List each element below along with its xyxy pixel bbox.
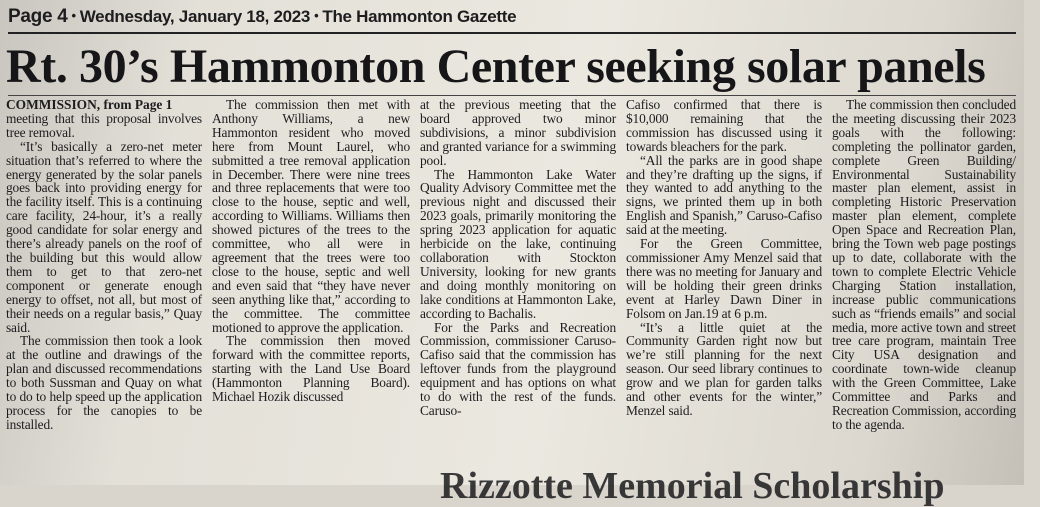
article-body: [6, 98, 1016, 485]
paragraph: For the Parks and Recreation Commission, commissioner Caruso-Cafiso said that the commission has leftover funds from the playground equipment and has options on what to do with the rest of the funds. Caruso-: [420, 319, 616, 418]
paragraph: meeting that this proposal involves tree removal.: [6, 110, 202, 140]
paragraph: “It’s a little quiet at the Community Garden right now but we’re still planning for the next season. Our seed library continues to grow and we plan for garden talks and other events for the winter,” Menzel said.: [626, 319, 822, 418]
paragraph: at the previous meeting that the board approved two minor subdivisions, a minor subdivision and granted variance for a swimming pool.: [420, 97, 616, 168]
issue-date: Wednesday, January 18, 2023: [79, 7, 311, 26]
article-column-1: [6, 98, 202, 485]
page-folio: [8, 6, 1016, 34]
paragraph: For the Green Committee, commissioner Amy Menzel said that there was no meeting for January and will be holding their green drinks event at Harley Dawn Diner in Folsom on Jan.19 at 6 p.m.: [626, 236, 822, 321]
paragraph: The commission then moved forward with the committee reports, starting with the Land Use Board (Hammonton Planning Board). Michael Hozik discussed: [212, 333, 410, 405]
next-article-headline: Rizzotte Memorial Scholarship: [440, 465, 945, 507]
paragraph: “All the parks are in good shape and they’re drafting up the signs, if they wanted to add anything to the signs, we printed them up in both English and Spanish,” Caruso-Cafiso said at the meeting.: [626, 152, 822, 238]
page-number: Page 4: [8, 6, 68, 27]
paragraph: Cafiso confirmed that there is $10,000 remaining that the commission has discussed using it towards bleachers for the park.: [626, 97, 822, 154]
jump-line: COMMISSION, from Page 1: [6, 97, 173, 112]
article-column-2: [212, 98, 410, 485]
article-column-3: [420, 98, 616, 485]
article-column-4: [626, 98, 822, 485]
bullet-separator: •: [71, 8, 76, 23]
paragraph: The commission then concluded the meeting discussing their 2023 goals with the following: completing the pollinator garden, complete Green Building/ Environmental Sustainability master plan element, assist in completing Historic Preservation master plan element, complete Open Space and Recreation Plan, bring the Town web page postings up to date, collaborate with the town to complete Electric Vehicle Charging Station installation, increase public communications such as “friends emails” and social media, more active town and street tree care program, maintain Tree City USA designation and coordinate town-wide cleanup with the Green Committee, Lake Committee and Parks and Recreation Commission, according to the agenda.: [832, 97, 1016, 432]
paper-name: The Hammonton Gazette: [322, 7, 517, 26]
bullet-separator: •: [314, 8, 319, 23]
article-headline: Rt. 30’s Hammonton Center seeking solar panels: [6, 40, 986, 93]
paragraph: “It’s basically a zero-net meter situation that’s referred to where the energy generated by the solar panels goes back into providing energy for the facility itself. This is a continuing care facility, 24-hour, it’s a really good candidate for solar energy and there’s already panels on the roof of the building but this would allow them to get to that zero-net component or generate enough energy to offset, not all, but most of their needs on a regular basis,” Quay said.: [6, 138, 202, 335]
paragraph: The commission then met with Anthony Williams, a new Hammonton resident who moved here from Mount Laurel, who submitted a tree removal application in December. There were nine trees and three replacements that were too close to the house, septic and well, according to Williams. Williams then showed pictures of the trees to the committee, who all were in agreement that the trees were too close to the house, septic and well and even said that “they have never seen anything like that,” according to the committee. The committee motioned to approve the application.: [212, 97, 410, 335]
headline-rule: [8, 95, 1016, 96]
article-column-5: [832, 98, 1016, 485]
paragraph: The commission then took a look at the outline and drawings of the plan and discussed recommendations to both Sussman and Quay on what to do to help speed up the application process for the canopies to be installed.: [6, 333, 202, 432]
paragraph: The Hammonton Lake Water Quality Advisory Committee met the previous night and discussed their 2023 goals, primarily monitoring the spring 2023 application for aquatic herbicide on the lake, continuing collaboration with Stockton University, looking for new grants and doing monthly monitoring on lake conditions at Hammonton Lake, according to Bachalis.: [420, 166, 616, 321]
